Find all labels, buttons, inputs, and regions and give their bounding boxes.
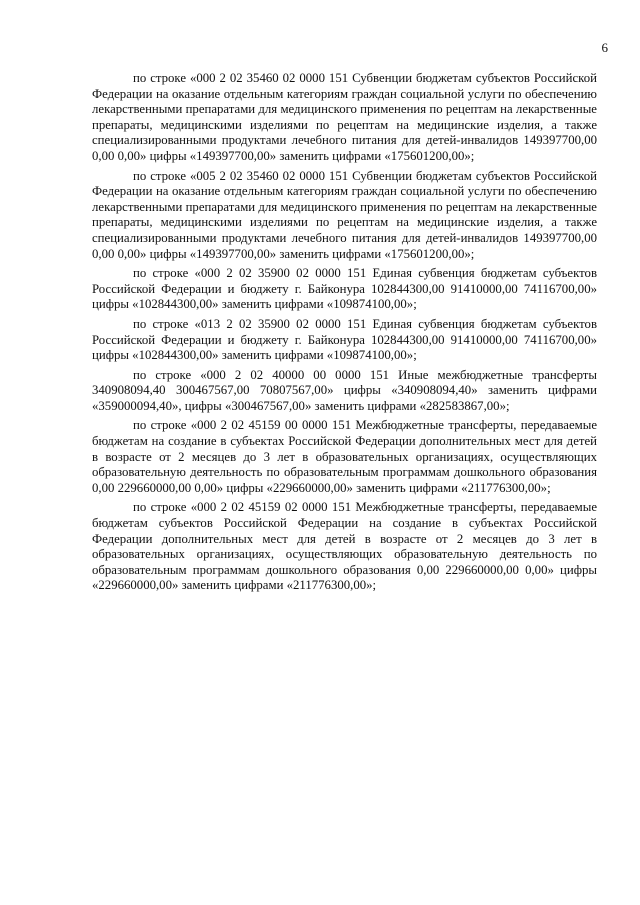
amendment-paragraph: по строке «000 2 02 45159 00 0000 151 Межбюджетные трансферты, передаваемые бюджетам на создание в субъектах Российской Федерации дополнительных мест для детей в возрасте от 2 месяцев до 3 лет в образовательных организациях, осуществляющих образовательную деятельность по образовательным программам дошкольного образования 0,00 229660000,00 0,00» цифры «229660000,00» заменить цифрами «211776300,00»;	[92, 418, 597, 495]
amendment-paragraph: по строке «013 2 02 35900 02 0000 151 Единая субвенция бюджетам субъектов Российской Федерации и бюджету г. Байконура 102844300,00 91410000,00 74116700,00» цифры «102844300,00» заменить цифрами «109874100,00»;	[92, 316, 597, 363]
page-number: 6	[601, 40, 608, 55]
amendment-paragraph: по строке «000 2 02 45159 02 0000 151 Межбюджетные трансферты, передаваемые бюджетам субъектов Российской Федерации на создание в субъектах Российской Федерации дополнительных мест для детей в возрасте от 2 месяцев до 3 лет в образовательных организациях, осуществляющих образовательную деятельность по образовательным программам дошкольного образования 0,00 229660000,00 0,00» цифры «229660000,00» заменить цифрами «211776300,00»;	[92, 500, 597, 593]
amendment-paragraph: по строке «000 2 02 35460 02 0000 151 Субвенции бюджетам субъектов Российской Федерации на оказание отдельным категориям граждан социальной услуги по обеспечению лекарственными препаратами для медицинского применения по рецептам на лекарственные препараты, медицинскими изделиями по рецептам на медицинские изделия, а также специализированными продуктами лечебного питания для детей-инвалидов 149397700,00 0,00 0,00» цифры «149397700,00» заменить цифрами «175601200,00»;	[92, 71, 597, 163]
amendment-paragraph: по строке «000 2 02 40000 00 0000 151 Иные межбюджетные трансферты 340908094,40 300467567,00 70807567,00» цифры «340908094,40» заменить цифрами «359000094,40», цифры «300467567,00» заменить цифрами «282583867,00»;	[92, 367, 597, 413]
amendment-paragraph: по строке «005 2 02 35460 02 0000 151 Субвенции бюджетам субъектов Российской Федерации на оказание отдельным категориям граждан социальной услуги по обеспечению лекарственными препаратами для медицинского применения по рецептам на лекарственные препараты, медицинскими изделиями по рецептам на медицинские изделия, а также специализированными продуктами лечебного питания для детей-инвалидов 149397700,00 0,00 0,00» цифры «149397700,00» заменить цифрами «175601200,00»;	[92, 168, 597, 261]
document-body	[92, 71, 597, 598]
amendment-paragraph: по строке «000 2 02 35900 02 0000 151 Единая субвенция бюджетам субъектов Российской Федерации и бюджету г. Байконура 102844300,00 91410000,00 74116700,00» цифры «102844300,00» заменить цифрами «109874100,00»;	[92, 266, 597, 312]
